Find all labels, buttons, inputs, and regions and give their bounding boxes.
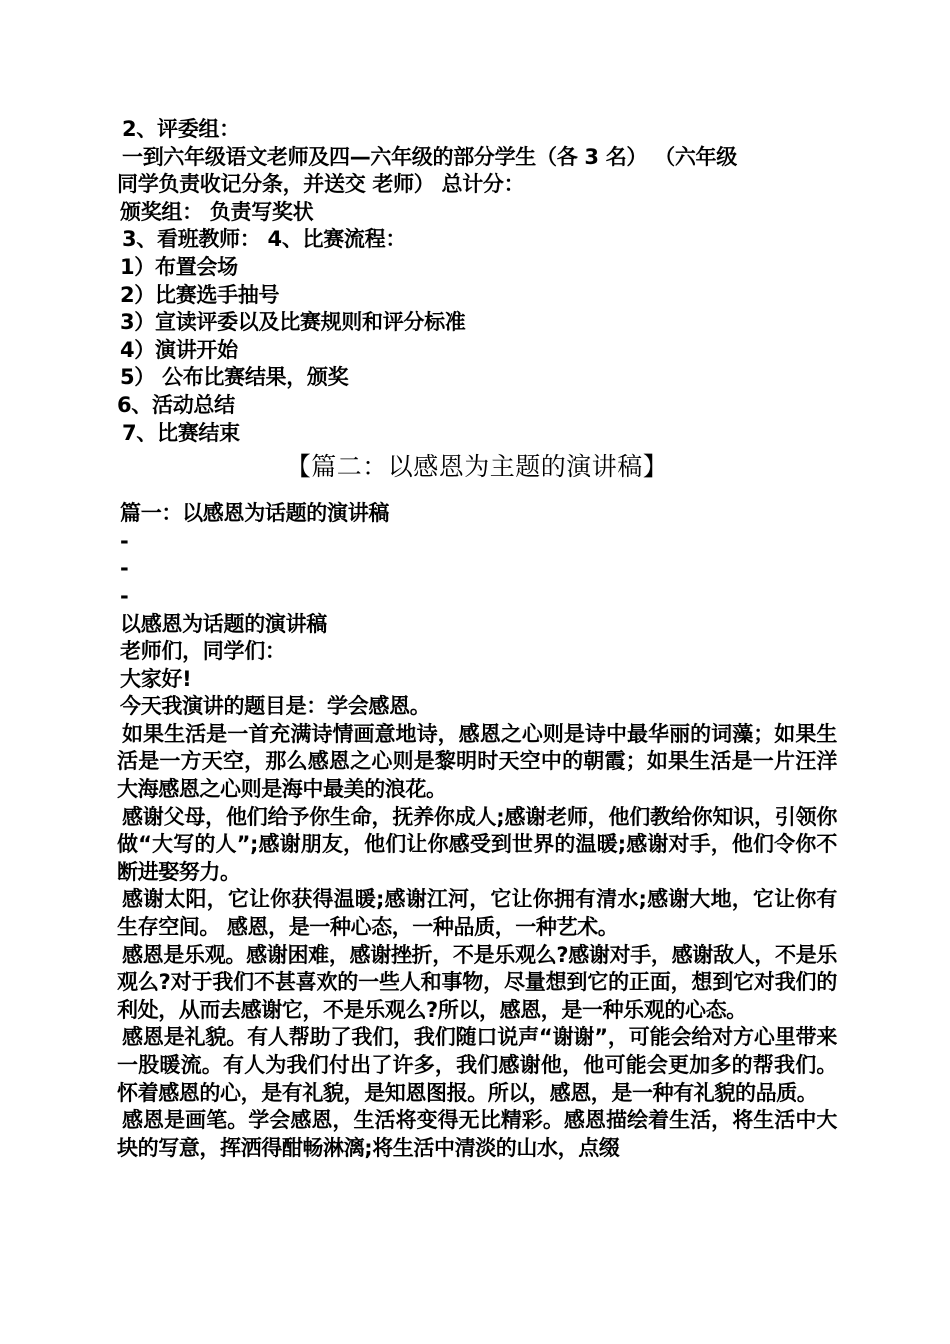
judges-line-2: 同学负责收记分条，并送交 老师） 总计分：: [117, 172, 525, 197]
process-step-1: 1）布置会场: [120, 254, 238, 279]
greeting-line-1: 老师们，同学们：: [120, 639, 286, 664]
judges-line-1: 一到六年级语文老师及四—六年级的部分学生（各 3 名） （六年级: [122, 144, 737, 169]
paragraph: 感恩是乐观。感谢困难，感谢挫折，不是乐观么?感谢对手，感谢敌人，不是乐观么?对于我们不甚喜欢的一些人和事物，尽量想到它的正面，想到它对我们的利处，从而去感谢它，不是乐观么?所以，感恩，是一种乐观的心态。: [117, 942, 837, 1022]
judges-heading: 2、评委组：: [122, 117, 240, 141]
process-step-2: 2）比赛选手抽号: [120, 282, 280, 307]
paragraph: 如果生活是一首充满诗情画意地诗，感恩之心则是诗中最华丽的词藻；如果生活是一方天空，那么感恩之心则是黎明时天空中的朝霞；如果生活是一片汪洋大海感恩之心则是海中最美的浪花。: [117, 721, 837, 802]
section-heading: 【篇二：以感恩为主题的演讲稿】: [285, 452, 669, 482]
sub-title: 篇一：以感恩为话题的演讲稿: [120, 501, 390, 526]
process-step-3: 3）宣读评委以及比赛规则和评分标准: [120, 310, 466, 335]
dash-line-1: -: [120, 528, 129, 553]
greeting-line-2: 大家好!: [120, 666, 192, 691]
dash-line-2: -: [120, 556, 129, 581]
paragraph: 感谢父母，他们给予你生命，抚养你成人;感谢老师，他们教给你知识，引领你做“大写的人”;感谢朋友，他们让你感受到世界的温暖;感谢对手，他们令你不断进娶努力。: [117, 804, 837, 884]
contest-end-line: 7、比赛结束: [122, 420, 240, 445]
speech-title: 以感恩为话题的演讲稿: [120, 611, 327, 636]
award-group-line: 颁奖组： 负责写奖状: [120, 199, 314, 224]
paragraph: 感谢太阳，它让你获得温暖;感谢江河，它让你拥有清水;感谢大地，它让你有生存空间。 感恩，是一种心态，一种品质，一种艺术。: [117, 887, 837, 940]
document-body: [117, 116, 837, 1162]
process-step-5: 5） 公布比赛结果，颁奖: [120, 365, 349, 390]
paragraph: 感恩是礼貌。有人帮助了我们，我们随口说声“谢谢”，可能会给对方心里带来一股暖流。有人为我们付出了许多，我们感谢他，他可能会更加多的帮我们。怀着感恩的心，是有礼貌，是知恩图报。所以，感恩，是一种有礼貌的品质。: [117, 1025, 837, 1105]
dash-line-3: -: [120, 583, 129, 608]
teacher-process-line: 3、看班教师： 4、比赛流程：: [122, 227, 407, 252]
process-step-4: 4）演讲开始: [120, 337, 238, 362]
activity-summary-line: 6、活动总结: [117, 392, 235, 417]
intro-line: 今天我演讲的题目是：学会感恩。: [120, 694, 431, 719]
paragraph: 感恩是画笔。学会感恩，生活将变得无比精彩。感恩描绘着生活，将生活中大块的写意，挥洒得酣畅淋漓;将生活中清淡的山水，点缀: [117, 1108, 837, 1160]
